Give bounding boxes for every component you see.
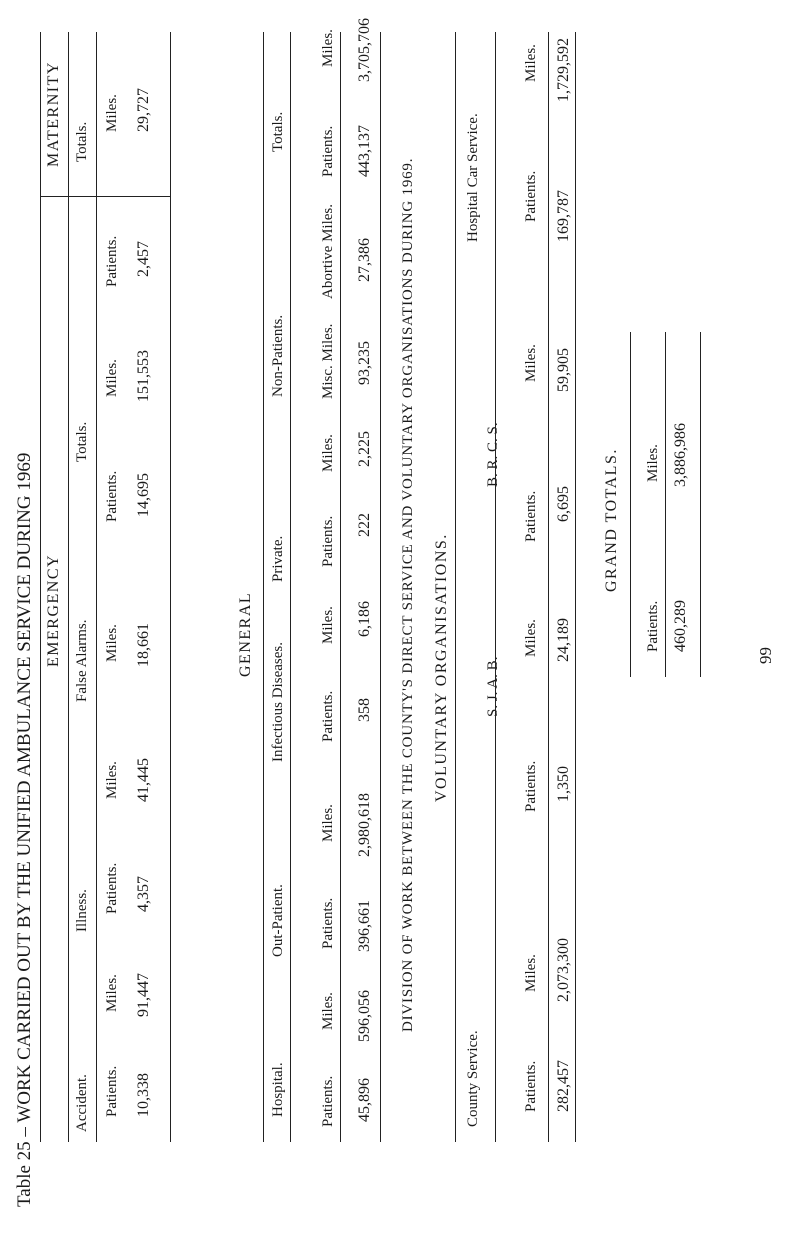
accident-patients-label: Patients. [104, 1065, 120, 1117]
hospital-label: Hospital. [270, 1062, 286, 1117]
non-patients-label: Non-Patients. [270, 314, 286, 397]
grand-totals-heading: GRAND TOTALS. [603, 448, 620, 592]
out-patient-miles-label: Miles. [320, 804, 336, 842]
frame-line [40, 32, 41, 1142]
private-miles-label: Miles. [320, 434, 336, 472]
sjab-miles-value: 24,189 [555, 618, 572, 662]
divider [40, 196, 170, 197]
voluntary-heading: VOLUNTARY ORGANISATIONS. [433, 533, 450, 802]
frame-line [630, 332, 631, 677]
illness-patients-label: Patients. [104, 862, 120, 914]
brcs-miles-label: Miles. [523, 344, 539, 382]
sjab-label: S. J. A. B. [485, 656, 501, 717]
private-label: Private. [270, 535, 286, 582]
infectious-label: Infectious Diseases. [270, 642, 286, 762]
county-miles-label: Miles. [523, 954, 539, 992]
general-patients-label: Patients. [320, 125, 336, 177]
county-patients-label: Patients. [523, 1060, 539, 1112]
hospital-patients-label: Patients. [320, 1075, 336, 1127]
general-miles-label: Miles. [320, 29, 336, 67]
illness-label: Illness. [74, 889, 90, 932]
out-patient-patients-value: 396,661 [356, 900, 373, 952]
misc-miles-label: Misc. Miles. [320, 323, 336, 399]
brcs-patients-label: Patients. [523, 490, 539, 542]
general-miles-value: 3,705,706 [356, 18, 373, 82]
grand-miles-label: Miles. [645, 444, 661, 482]
infectious-patients-label: Patients. [320, 690, 336, 742]
emergency-patients-label: Patients. [104, 470, 120, 522]
emergency-totals-label: Totals. [74, 421, 90, 462]
county-miles-value: 2,073,300 [555, 938, 572, 1002]
county-patients-value: 282,457 [555, 1060, 572, 1112]
rule [68, 32, 69, 1142]
hospital-car-label: Hospital Car Service. [465, 113, 481, 242]
grand-patients-value: 460,289 [672, 600, 689, 652]
maternity-totals-label: Totals. [74, 121, 90, 162]
general-totals-label: Totals. [270, 111, 286, 152]
page-number: 99 [756, 647, 775, 664]
county-service-label: County Service. [465, 1030, 481, 1127]
emergency-miles-value: 151,553 [135, 350, 152, 402]
general-patients-value: 443,137 [356, 125, 373, 177]
accident-miles-label: Miles. [104, 974, 120, 1012]
hospital-patients-value: 45,896 [356, 1078, 373, 1122]
sjab-patients-label: Patients. [523, 760, 539, 812]
misc-miles-value: 93,235 [356, 341, 373, 385]
maternity-patients-value: 2,457 [135, 241, 152, 277]
frame-line [380, 32, 381, 1142]
maternity-patients-label: Patients. [104, 235, 120, 287]
hospital-car-miles-value: 1,729,592 [555, 38, 572, 102]
infectious-miles-label: Miles. [320, 606, 336, 644]
illness-miles-label: Miles. [104, 761, 120, 799]
accident-miles-value: 91,447 [135, 973, 152, 1017]
infectious-miles-value: 6,186 [356, 601, 373, 637]
out-patient-patients-label: Patients. [320, 897, 336, 949]
brcs-label: B. R. C. S. [485, 422, 501, 487]
private-patients-label: Patients. [320, 515, 336, 567]
brcs-miles-value: 59,905 [555, 348, 572, 392]
grand-patients-label: Patients. [645, 600, 661, 652]
maternity-miles-value: 29,727 [135, 88, 152, 132]
out-patient-miles-value: 2,980,618 [356, 793, 373, 857]
accident-patients-value: 10,338 [135, 1073, 152, 1117]
grand-miles-value: 3,886,986 [672, 423, 689, 487]
false-alarms-miles-value: 18,661 [135, 623, 152, 667]
emergency-patients-value: 14,695 [135, 473, 152, 517]
abortive-miles-label: Abortive Miles. [320, 204, 336, 299]
hospital-miles-value: 596,056 [356, 990, 373, 1042]
rule [495, 32, 496, 1142]
sjab-patients-value: 1,350 [555, 766, 572, 802]
sjab-miles-label: Miles. [523, 619, 539, 657]
hospital-car-patients-label: Patients. [523, 170, 539, 222]
hospital-car-miles-label: Miles. [523, 44, 539, 82]
rule [340, 32, 341, 1142]
accident-label: Accident. [74, 1074, 90, 1132]
emergency-heading: EMERGENCY [45, 553, 62, 667]
abortive-miles-value: 27,386 [356, 238, 373, 282]
rule [96, 32, 97, 1142]
rule [548, 32, 549, 1142]
private-patients-value: 222 [356, 513, 373, 537]
rule [665, 332, 666, 677]
maternity-heading: MATERNITY [45, 61, 62, 167]
general-heading: GENERAL [237, 591, 254, 677]
out-patient-label: Out-Patient. [270, 884, 286, 957]
maternity-miles-label: Miles. [104, 94, 120, 132]
frame-line [700, 332, 701, 677]
frame-line [263, 32, 264, 1142]
false-alarms-label: False Alarms. [74, 619, 90, 702]
brcs-patients-value: 6,695 [555, 486, 572, 522]
frame-line [575, 32, 576, 1142]
private-miles-value: 2,225 [356, 431, 373, 467]
division-heading: DIVISION OF WORK BETWEEN THE COUNTY'S DIRECT SERVICE AND VOLUNTARY ORGANISATIONS DURING 1969. [400, 157, 416, 1032]
frame-line [455, 32, 456, 1142]
frame-line [170, 32, 171, 1142]
table-title: Table 25 – WORK CARRIED OUT BY THE UNIFIED AMBULANCE SERVICE DURING 1969 [14, 452, 35, 1207]
illness-patients-value: 4,357 [135, 876, 152, 912]
hospital-miles-label: Miles. [320, 992, 336, 1030]
hospital-car-patients-value: 169,787 [555, 190, 572, 242]
emergency-miles-label: Miles. [104, 359, 120, 397]
rule [290, 32, 291, 1142]
infectious-patients-value: 358 [356, 698, 373, 722]
false-alarms-miles-label: Miles. [104, 624, 120, 662]
illness-miles-value: 41,445 [135, 758, 152, 802]
